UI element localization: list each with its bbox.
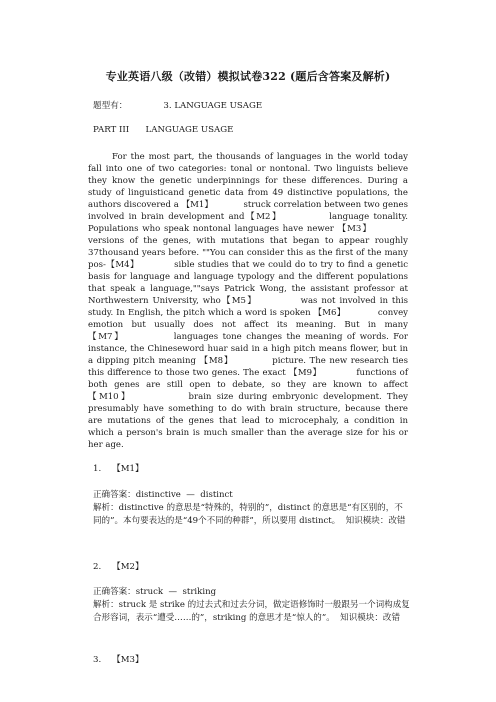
question-2-explanation: 解析：struck 是 strike 的过去式和过去分词，做定语修饰时一般跟另一个词构成复合形容词，表示“遭受……的”，striking 的意思才是“惊人的”。 知识模块：改错 bbox=[93, 600, 410, 623]
question-type-line bbox=[93, 99, 262, 111]
passage-text: For the most part, the thousands of languages in the world today fall into one of two categories: tonal or nontonal. Two linguists believe they know the genetic underpinnings for these differences. During a study of linguisticand genetic data from 49 distinctive populations, the authors discovered a 【M1】 struck correlation between two genes involved in brain development and【M2】 language tonality. Populations who speak nontonal languages have newer 【M3】 versions of the genes, with mutations that began to appear roughly 37thousand years before. ""You can consider this as the first of the many pos-【M4】 sible studies that we could do to try to find a genetic basis for language and language typology and the different populations that speak a language,""says Patrick Wong, the assistant professor at Northwestern University, who【M5】 was not involved in this study. In English, the pitch which a word is spoken 【M6】 convey emotion but usually does not affect its meaning. But in many 【M7】 languages tone changes the meaning of words. For instance, the Chineseword huar said in a high pitch means flower, but in a dipping pitch meaning 【M8】 picture. The new research ties this difference to those two genes. The exact 【M9】 functions of both genes are still open to debate, so they are known to affect 【M10】 brain size during embryonic development. They presumably have something to do with brain structure, because there are mutations of the genes that lead to microcephaly, a condition in which a person's brain is much smaller than the average size for his or her age. bbox=[88, 152, 408, 450]
passage bbox=[88, 151, 408, 451]
question-type-value: 3. LANGUAGE USAGE bbox=[163, 101, 263, 111]
question-type-label: 题型有： bbox=[93, 101, 128, 111]
question-1-label: 1. 【M1】 bbox=[93, 464, 144, 474]
document-title: 专业英语八级（改错）模拟试卷322 (题后含答案及解析) bbox=[105, 70, 391, 83]
question-1-explanation: 解析：distinctive 的意思是“特殊的，特别的”，distinct 的意思是“有区别的，不同的”。本句要表达的是“49个不同的种群”，所以要用 distinct。 知识模块：改错 bbox=[93, 503, 406, 526]
question-1-answer: 正确答案：distinctive — distinct bbox=[93, 490, 233, 500]
question-2-label: 2. 【M2】 bbox=[93, 562, 144, 572]
question-2-answer: 正确答案：struck — striking bbox=[93, 587, 217, 597]
question-3-label: 3. 【M3】 bbox=[93, 655, 144, 665]
part-heading: PART III LANGUAGE USAGE bbox=[93, 125, 234, 135]
